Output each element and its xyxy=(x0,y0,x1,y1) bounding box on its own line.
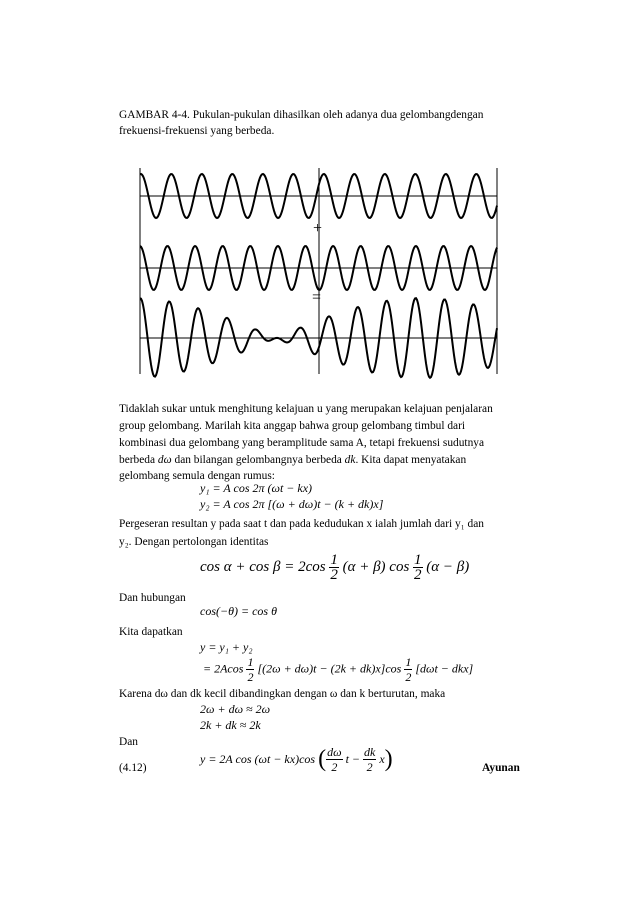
figure-caption-line1: GAMBAR 4-4. Pukulan-pukulan dihasilkan oleh adanya dua gelombangdengan xyxy=(119,109,484,121)
label-kita-dapatkan: Kita dapatkan xyxy=(119,626,183,638)
para1-line3: kombinasi dua gelombang yang beramplitude sama A, tetapi frekuensi sudutnya xyxy=(119,437,485,449)
para3: Karena dω dan dk kecil dibandingkan dengan ω dan k berturutan, maka xyxy=(119,688,446,700)
equation-y2: y₂ = A cos 2π [(ω + dω)t − (k + dk)x] xyxy=(200,497,384,511)
figure-caption-line2: frekuensi-frekuensi yang berbeda. xyxy=(119,125,275,137)
approx-omega: 2ω + dω ≈ 2ω xyxy=(200,702,271,716)
para1-line4: berbeda dω dan bilangan gelombangnya berbeda dk. Kita dapat menyatakan xyxy=(119,454,467,466)
label-dan-hubungan: Dan hubungan xyxy=(119,592,186,604)
plus-sign: + xyxy=(313,220,323,237)
para2-line1: Pergeseran resultan y pada saat t dan pada kedudukan x ialah jumlah dari y₁ dan xyxy=(119,518,484,530)
equation-cos-even: cos(−θ) = cos θ xyxy=(200,604,277,618)
para1-line1: Tidaklah sukar untuk menghitung kelajuan u yang merupakan kelajuan penjalaran xyxy=(119,403,493,415)
para1-line5: gelombang semula dengan rumus: xyxy=(119,470,275,482)
equation-number: (4.12) xyxy=(119,762,147,774)
identity-equation: cos α + cos β = 2cos $\frac{1}{2}$ (α + β) cos $\frac{1}{2}$ (α − β) xyxy=(200,552,470,583)
equation-expanded: = 2Acos $\frac{1}{2}$ [(2ω + dω)t − (2k + dk)x]cos $\frac{1}{2}$ [dωt − dkx] xyxy=(203,655,474,684)
approx-k: 2k + dk ≈ 2k xyxy=(200,718,261,732)
equals-sign: = xyxy=(312,289,322,306)
label-ayunan: Ayunan xyxy=(482,762,520,774)
equation-final: y = 2A cos (ωt − kx)cos ( $\frac{d\omega}{2}$ t − $\frac{dk}{2}$ x) xyxy=(200,745,393,774)
equation-y1: y₁ = A cos 2π (ωt − kx) xyxy=(200,481,313,495)
para1-line2: group gelombang. Marilah kita anggap bahwa group gelombang timbul dari xyxy=(119,420,466,432)
para2-line2: y₂. Dengan pertolongan identitas xyxy=(119,536,269,548)
label-dan: Dan xyxy=(119,736,138,748)
equation-sum: y = y₁ + y₂ xyxy=(200,640,253,654)
